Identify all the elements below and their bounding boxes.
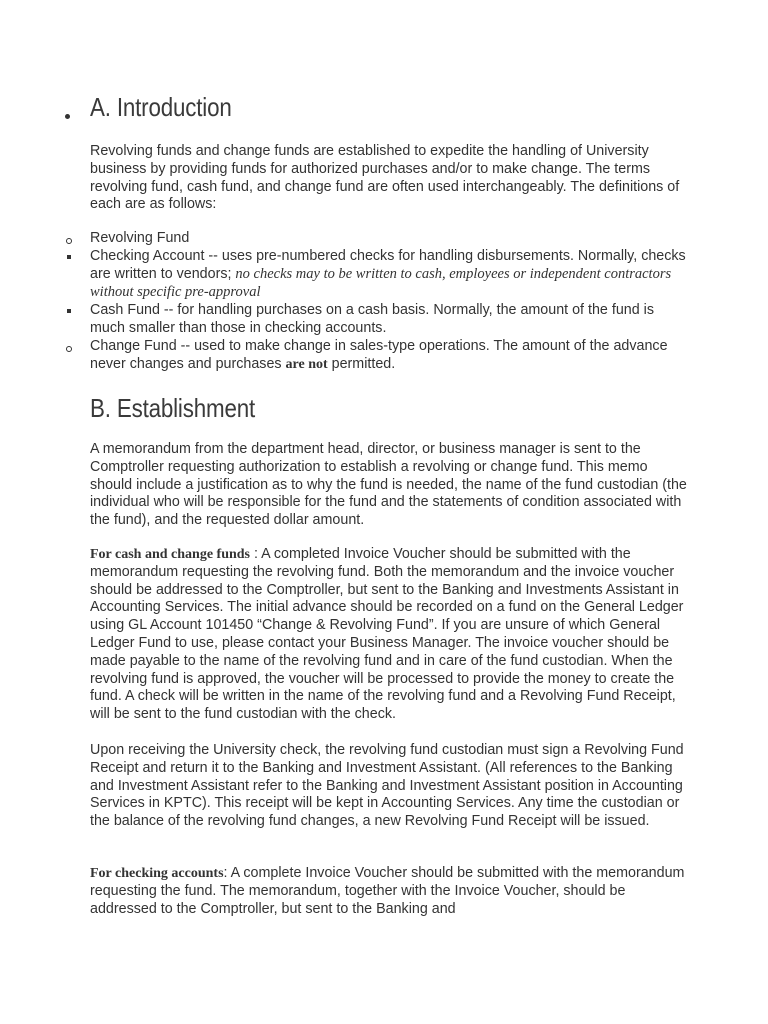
section-a-heading: A. Introduction	[90, 92, 232, 122]
list-item-checking-account	[90, 248, 690, 301]
cash-change-funds-lead: For cash and change funds	[90, 547, 251, 562]
change-fund-text: Change Fund -- used to make change in sales-type operations. The amount of the advance never changes and purchases	[90, 338, 668, 372]
checking-account-text: Checking Account -- uses pre-numbered checks for handling disbursements. Normally, checks are written to vendors;	[90, 248, 686, 282]
checking-accounts-body: : A complete Invoice Voucher should be submitted with the memorandum requesting the fund. The memorandum, together with the Invoice Voucher, should be addressed to the Comptroller, but sent to the Banking and	[90, 865, 685, 917]
cash-change-funds-body: : A completed Invoice Voucher should be submitted with the memorandum requesting the revolving fund. Both the memorandum and the invoice voucher should be addressed to the Comptroller, but sent to the Banking and Investments Assistant in Accounting Services. The initial advance should be recorded on a fund on the General Ledger using GL Account 101450 “Change & Revolving Fund”. If you are unsure of which General Ledger Fund to use, please contact your Business Manager. The invoice voucher should be made payable to the name of the revolving fund and in care of the fund custodian. When the revolving fund is approved, the voucher will be processed to provide the money to create the fund. A check will be written in the name of the revolving fund and a Revolving Fund Receipt, will be sent to the fund custodian with the check.	[90, 546, 684, 723]
section-b-para-2	[90, 546, 690, 724]
section-b-heading: B. Establishment	[90, 393, 256, 423]
square-bullet-icon	[67, 255, 71, 259]
section-b-para-3: Upon receiving the University check, the revolving fund custodian must sign a Revolving Fund Receipt and return it to the Banking and Investment Assistant. (All references to the Banking and Investment Assistant refer to the Banking and Investment Assistant position in Accounting Services in KPTC). This receipt will be kept in Accounting Services. Any time the custodian or the balance of the revolving fund changes, a new Revolving Fund Receipt will be issued.	[90, 742, 684, 830]
change-fund-tail: permitted.	[327, 355, 396, 372]
list-item-change-fund	[90, 338, 690, 374]
section-b-para-1: A memorandum from the department head, director, or business manager is sent to the Comptroller requesting authorization to establish a revolving or change fund. This memo should include a justification as to why the fund is needed, the name of the fund custodian (the individual who will be responsible for the fund and the statements of condition associated with the fund), and the requested dollar amount.	[90, 441, 687, 529]
section-b-para-4	[90, 865, 690, 918]
list-item-cash-fund: Cash Fund -- for handling purchases on a cash basis. Normally, the amount of the fund is much smaller than those in checking accounts.	[90, 302, 654, 336]
circle-bullet-icon	[66, 238, 72, 244]
change-fund-bold: are not	[285, 356, 328, 372]
list-item-revolving-fund: Revolving Fund	[90, 230, 190, 246]
circle-bullet-icon	[66, 346, 72, 352]
square-bullet-icon	[67, 309, 71, 313]
checking-accounts-lead: For checking accounts	[90, 866, 224, 881]
checking-account-emphasis: no checks may to be written to cash, employees or independent contractors without specific pre-approval	[90, 265, 672, 300]
section-a-intro: Revolving funds and change funds are established to expedite the handling of University business by providing funds for authorized purchases and/or to make change. The terms revolving fund, cash fund, and change fund are often used interchangeably. The definitions of each are as follows:	[90, 143, 680, 213]
heading-bullet	[65, 114, 70, 119]
